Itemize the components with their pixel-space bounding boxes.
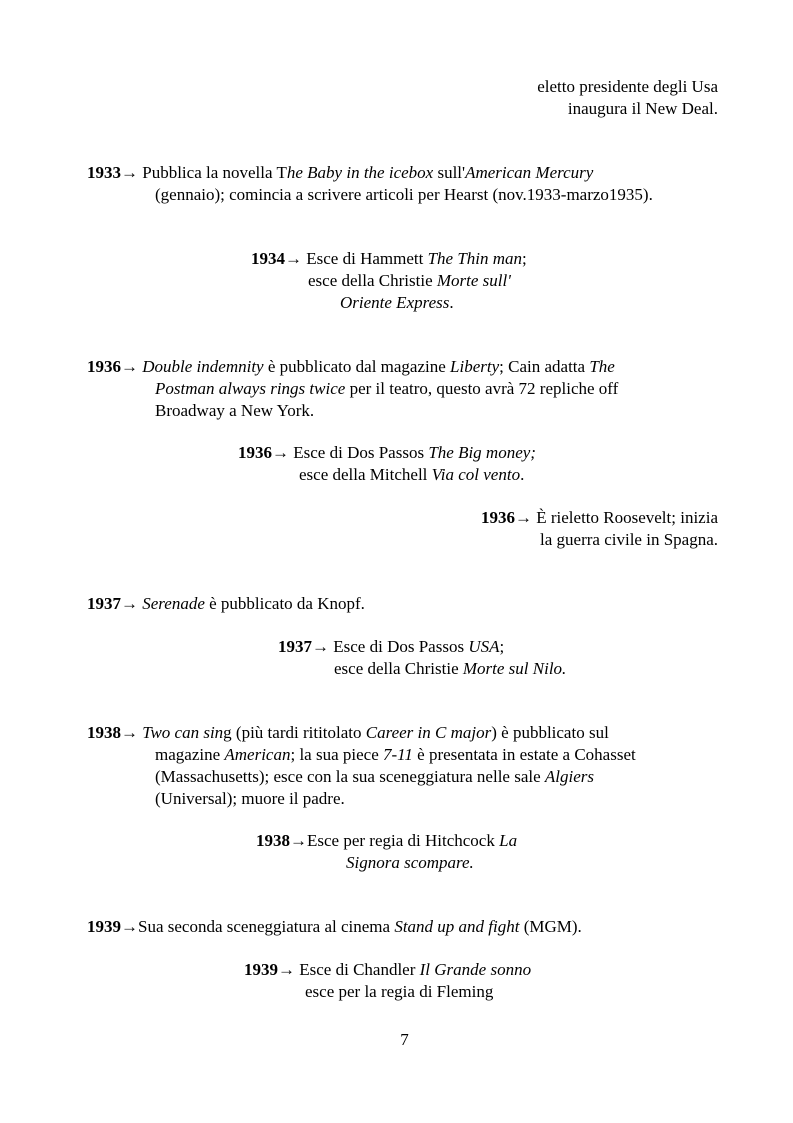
text: sull': [433, 163, 466, 182]
arrow: →: [312, 637, 329, 656]
entry-1937-books-line2: [334, 658, 566, 680]
title: Postman always rings twice: [155, 379, 346, 398]
text: g (più tardi rititolato: [223, 723, 366, 742]
entry-1936-world-line2: [540, 529, 718, 551]
text: per il teatro, questo avrà 72 repliche off: [345, 379, 619, 398]
text: È rieletto Roosevelt; inizia: [531, 508, 718, 527]
text: esce per la regia di Fleming: [305, 982, 494, 1001]
entry-1936-books-line1: [238, 442, 536, 464]
text: (gennaio); comincia a scrivere articoli per Hearst (nov.1933-marzo1935).: [155, 185, 653, 204]
entry-1937-cain-line1: [87, 593, 365, 615]
year: 1934: [251, 249, 285, 268]
text: esce della Christie: [334, 659, 463, 678]
text: Esce di Chandler: [295, 960, 420, 979]
title: 7-11: [383, 745, 413, 764]
arrow: →: [121, 594, 138, 613]
title: American: [224, 745, 291, 764]
arrow: →: [285, 249, 302, 268]
arrow: →: [514, 508, 532, 527]
entry-1937-books-line1: [278, 636, 504, 658]
title: Serenade: [142, 594, 205, 613]
entry-1933-cain-line1: [87, 162, 593, 184]
entry-1938-film-line2: [346, 852, 474, 874]
year: 1938: [256, 831, 290, 850]
text: è pubblicato da Knopf.: [204, 594, 365, 613]
title: Via col vento: [431, 465, 521, 484]
arrow: →: [272, 443, 289, 462]
entry-1938-cain-line3: [155, 766, 594, 788]
title: The: [589, 357, 615, 376]
text: Sua seconda sceneggiatura al cinema: [138, 917, 395, 936]
year: 1936: [238, 443, 272, 462]
entry-1934-line3: [340, 292, 454, 314]
title: Signora scompare.: [346, 853, 474, 872]
title: Double indemnity: [142, 357, 264, 376]
entry-1936-cain-line2: [155, 378, 618, 400]
entry-1939-books-line2: [305, 981, 493, 1003]
arrow: →: [121, 163, 138, 182]
text: Esce di Hammett: [302, 249, 428, 268]
text: inaugura il New Deal.: [567, 99, 718, 118]
text: (MGM).: [519, 917, 582, 936]
year: 1939: [244, 960, 278, 979]
text: Broadway a New York.: [155, 401, 315, 420]
title: Stand up and fight: [394, 917, 520, 936]
text: .: [449, 293, 454, 312]
entry-1936-world-line1: [481, 507, 718, 529]
entry-1933-roosevelt-line1: [537, 76, 718, 98]
entry-1938-film-line1: [256, 830, 517, 852]
year: 1933: [87, 163, 121, 182]
year: 1939: [87, 917, 121, 936]
title: The Thin man: [427, 249, 523, 268]
text: esce della Christie: [308, 271, 437, 290]
title: The Big money;: [428, 443, 536, 462]
entry-1939-books-line1: [244, 959, 531, 981]
entry-1938-cain-line2: [155, 744, 636, 766]
title: Algiers: [544, 767, 595, 786]
text: Esce di Dos Passos: [289, 443, 429, 462]
text: eletto presidente degli Usa: [537, 77, 718, 96]
text: Esce per regia di Hitchcock: [307, 831, 500, 850]
text: magazine: [155, 745, 225, 764]
entry-1936-cain-line3: [155, 400, 314, 422]
text: ; la sua piece: [290, 745, 383, 764]
text: ;: [522, 249, 527, 268]
text: Pubblica la novella T: [138, 163, 287, 182]
title: Career in C major: [365, 723, 492, 742]
text: ;: [499, 637, 505, 656]
entry-1938-cain-line1: [87, 722, 609, 744]
title: USA: [468, 637, 500, 656]
text: è presentata in estate a Cohasset: [412, 745, 636, 764]
entry-1938-cain-line4: [155, 788, 345, 810]
title: La: [499, 831, 518, 850]
title: American Mercury: [465, 163, 594, 182]
title: Il Grande sonno: [419, 960, 532, 979]
year: 1937: [278, 637, 312, 656]
entry-1934-line2: [308, 270, 511, 292]
text: .: [520, 465, 525, 484]
arrow: →: [278, 960, 295, 979]
text: esce della Mitchell: [299, 465, 432, 484]
page-number-text: 7: [400, 1030, 409, 1049]
text: la guerra civile in Spagna.: [540, 530, 718, 549]
text: è pubblicato dal magazine: [263, 357, 451, 376]
arrow: →: [121, 723, 138, 742]
year: 1938: [87, 723, 121, 742]
title: Liberty: [450, 357, 500, 376]
entry-1933-roosevelt-line2: [568, 98, 718, 120]
entry-1936-books-line2: [299, 464, 524, 486]
title: Oriente Express: [340, 293, 450, 312]
entry-1933-cain-line2: [155, 184, 653, 206]
text: Esce di Dos Passos: [329, 637, 469, 656]
title: he Baby in the icebox: [286, 163, 434, 182]
entry-1934-line1: [251, 248, 527, 270]
entry-1936-cain-line1: [87, 356, 615, 378]
arrow: →: [121, 917, 138, 936]
page-number: [0, 1029, 793, 1051]
arrow: →: [290, 831, 307, 850]
year: 1937: [87, 594, 121, 613]
text: (Universal); muore il padre.: [155, 789, 345, 808]
title: Two can sin: [142, 723, 224, 742]
arrow: →: [121, 357, 138, 376]
title: Morte sull': [436, 271, 511, 290]
entry-1939-cain-line1: [87, 916, 582, 938]
text: ) è pubblicato sul: [491, 723, 609, 742]
text: (Massachusetts); esce con la sua sceneggiatura nelle sale: [155, 767, 545, 786]
year: 1936: [87, 357, 121, 376]
title: Morte sul Nilo.: [462, 659, 567, 678]
year: 1936: [480, 508, 515, 527]
text: ; Cain adatta: [499, 357, 590, 376]
